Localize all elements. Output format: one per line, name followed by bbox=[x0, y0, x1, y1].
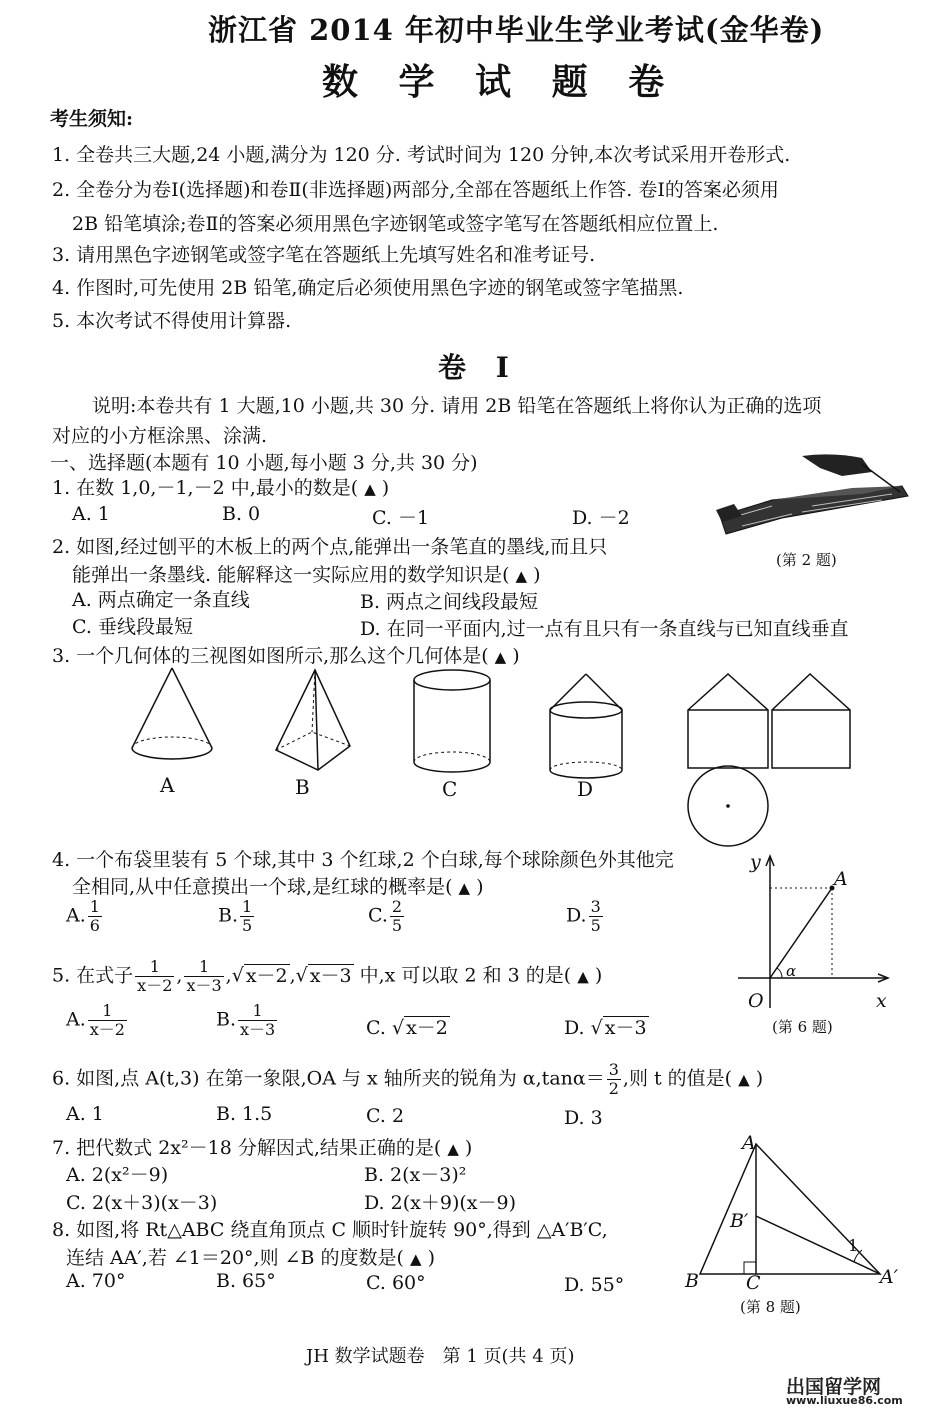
q2-option-a: A. 两点确定一条直线 bbox=[72, 589, 250, 611]
q8-figure bbox=[684, 1130, 894, 1290]
q3-label-b: B bbox=[295, 775, 310, 799]
q7-option-a: A. 2(x²－9) bbox=[66, 1164, 169, 1186]
q6-label-a: A bbox=[834, 868, 848, 890]
q2-option-c: C. 垂线段最短 bbox=[72, 616, 193, 638]
q4-option-c: C. $\frac{2}{5}$ bbox=[368, 897, 403, 935]
q5-option-c: C. √ x－2 bbox=[366, 1017, 448, 1039]
q7-option-b: B. 2(x－3)² bbox=[364, 1164, 467, 1186]
q8-label-bprime: B′ bbox=[730, 1210, 749, 1232]
section-note-1: 说明:本卷共有 1 大题,10 小题,共 30 分. 请用 2B 铅笔在答题纸上将你认为正确的选项 bbox=[92, 395, 822, 417]
q7-stem: 7. 把代数式 2x²－18 分解因式,结果正确的是( ▲ ) bbox=[52, 1137, 473, 1159]
q8-option-c: C. 60° bbox=[366, 1272, 426, 1294]
cylinder-figure bbox=[414, 670, 490, 772]
q6-stem: 6. 如图,点 A(t,3) 在第一象限,OA 与 x 轴所夹的锐角为 α,tanα＝ $\frac{3}{2}$ ,则 t 的值是( ▲ ) bbox=[52, 1060, 764, 1098]
q3-stem: 3. 一个几何体的三视图如图所示,那么这个几何体是( ▲ ) bbox=[52, 645, 520, 667]
q8-label-b: B bbox=[685, 1270, 699, 1292]
q2-option-b: B. 两点之间线段最短 bbox=[360, 591, 539, 613]
q8-label-angle1: 1 bbox=[848, 1236, 859, 1255]
q5-stem: 5. 在式子 $\frac{1}{x-2}$ , $\frac{1}{x-3}$ ,√ x－2 ,√ x－3 中,x 可以取 2 和 3 的是( ▲ ) bbox=[52, 957, 603, 995]
notice-item-1: 1. 全卷共三大题,24 小题,满分为 120 分. 考试时间为 120 分钟,本次考试采用开卷形式. bbox=[52, 144, 791, 166]
section-note-2: 对应的小方框涂黑、涂满. bbox=[52, 425, 268, 447]
notice-item-2-cont: 2B 铅笔填涂;卷Ⅱ的答案必须用黑色字迹钢笔或签字笔写在答题纸相应位置上. bbox=[72, 213, 719, 235]
q8-stem-1: 8. 如图,将 Rt△ABC 绕直角顶点 C 顺时针旋转 90°,得到 △A′B′C, bbox=[52, 1219, 608, 1241]
answer-marker: ▲ bbox=[364, 480, 376, 498]
q6-label-y: y bbox=[750, 851, 761, 873]
exam-title: 浙江省 2014 年初中毕业生学业考试(金华卷) bbox=[208, 13, 825, 47]
q6-option-c: C. 2 bbox=[366, 1105, 405, 1127]
q1-stem: 1. 在数 1,0,－1,－2 中,最小的数是( ▲ ) bbox=[52, 477, 390, 499]
notice-heading: 考生须知: bbox=[50, 108, 134, 130]
q1-option-d: D. －2 bbox=[572, 507, 630, 529]
q2-stem-1: 2. 如图,经过刨平的木板上的两个点,能弹出一条笔直的墨线,而且只 bbox=[52, 536, 608, 558]
cone-figure bbox=[132, 668, 212, 759]
q8-option-a: A. 70° bbox=[66, 1270, 126, 1292]
q2-caption: (第 2 题) bbox=[776, 551, 837, 569]
q7-option-d: D. 2(x＋9)(x－9) bbox=[364, 1192, 516, 1214]
q8-option-b: B. 65° bbox=[216, 1270, 276, 1292]
q3-label-d: D bbox=[577, 777, 594, 801]
notice-item-3: 3. 请用黑色字迹钢笔或签字笔在答题纸上先填写姓名和准考证号. bbox=[52, 244, 596, 266]
three-view-figure bbox=[688, 674, 850, 846]
watermark-title: 出国留学网 bbox=[786, 1376, 882, 1398]
q1-option-b: B. 0 bbox=[222, 503, 261, 525]
q4-option-a: A. $\frac{1}{6}$ bbox=[66, 897, 100, 935]
q4-option-d: D. $\frac{3}{5}$ bbox=[566, 897, 601, 935]
q8-label-aprime: A′ bbox=[880, 1266, 899, 1288]
q3-label-a: A bbox=[160, 773, 175, 797]
q2-figure bbox=[712, 448, 917, 540]
notice-item-5: 5. 本次考试不得使用计算器. bbox=[52, 310, 292, 332]
q6-label-x: x bbox=[876, 990, 887, 1012]
section-title: 卷 Ⅰ bbox=[438, 351, 519, 384]
q4-option-b: B. $\frac{1}{5}$ bbox=[218, 897, 253, 935]
pyramid-figure bbox=[276, 670, 350, 770]
q1-option-c: C. －1 bbox=[372, 507, 430, 529]
q8-label-c: C bbox=[746, 1272, 761, 1294]
q7-option-c: C. 2(x＋3)(x－3) bbox=[66, 1192, 218, 1214]
q4-stem-1: 4. 一个布袋里装有 5 个球,其中 3 个红球,2 个白球,每个球除颜色外其他完 bbox=[52, 849, 674, 871]
notice-item-4: 4. 作图时,可先使用 2B 铅笔,确定后必须使用黑色字迹的钢笔或签字笔描黑. bbox=[52, 277, 684, 299]
q6-caption: (第 6 题) bbox=[772, 1018, 833, 1036]
page-footer: JH 数学试题卷 第 1 页(共 4 页) bbox=[306, 1346, 575, 1367]
q1-option-a: A. 1 bbox=[72, 503, 110, 525]
q2-stem-2: 能弹出一条墨线. 能解释这一实际应用的数学知识是( ▲ ) bbox=[72, 564, 541, 586]
q6-option-a: A. 1 bbox=[66, 1103, 104, 1125]
notice-item-2: 2. 全卷分为卷Ⅰ(选择题)和卷Ⅱ(非选择题)两部分,全部在答题纸上作答. 卷Ⅰ的答案必须用 bbox=[52, 179, 779, 201]
q5-option-d: D. √ x－3 bbox=[564, 1017, 647, 1039]
paper-title: 数 学 试 题 卷 bbox=[322, 61, 679, 103]
q5-option-a: A. $\frac{1}{x-2}$ bbox=[66, 1001, 125, 1039]
q8-caption: (第 8 题) bbox=[740, 1298, 801, 1316]
q5-option-b: B. $\frac{1}{x-3}$ bbox=[216, 1001, 276, 1039]
q6-option-d: D. 3 bbox=[564, 1107, 603, 1129]
part-heading: 一、选择题(本题有 10 小题,每小题 3 分,共 30 分) bbox=[50, 452, 478, 474]
q6-label-o: O bbox=[748, 990, 764, 1012]
q3-label-c: C bbox=[442, 777, 458, 801]
q6-option-b: B. 1.5 bbox=[216, 1103, 273, 1125]
q4-stem-2: 全相同,从中任意摸出一个球,是红球的概率是( ▲ ) bbox=[72, 876, 484, 898]
q2-option-d: D. 在同一平面内,过一点有且只有一条直线与已知直线垂直 bbox=[360, 618, 849, 640]
q3-figures bbox=[110, 660, 930, 860]
watermark-url: www.liuxue86.com bbox=[786, 1394, 903, 1407]
q6-label-alpha: α bbox=[786, 962, 797, 980]
q8-label-a: A bbox=[742, 1132, 756, 1154]
cone-cylinder-figure bbox=[550, 674, 622, 778]
q8-stem-2: 连结 AA′,若 ∠1＝20°,则 ∠B 的度数是( ▲ ) bbox=[66, 1247, 436, 1269]
q8-option-d: D. 55° bbox=[564, 1274, 625, 1296]
